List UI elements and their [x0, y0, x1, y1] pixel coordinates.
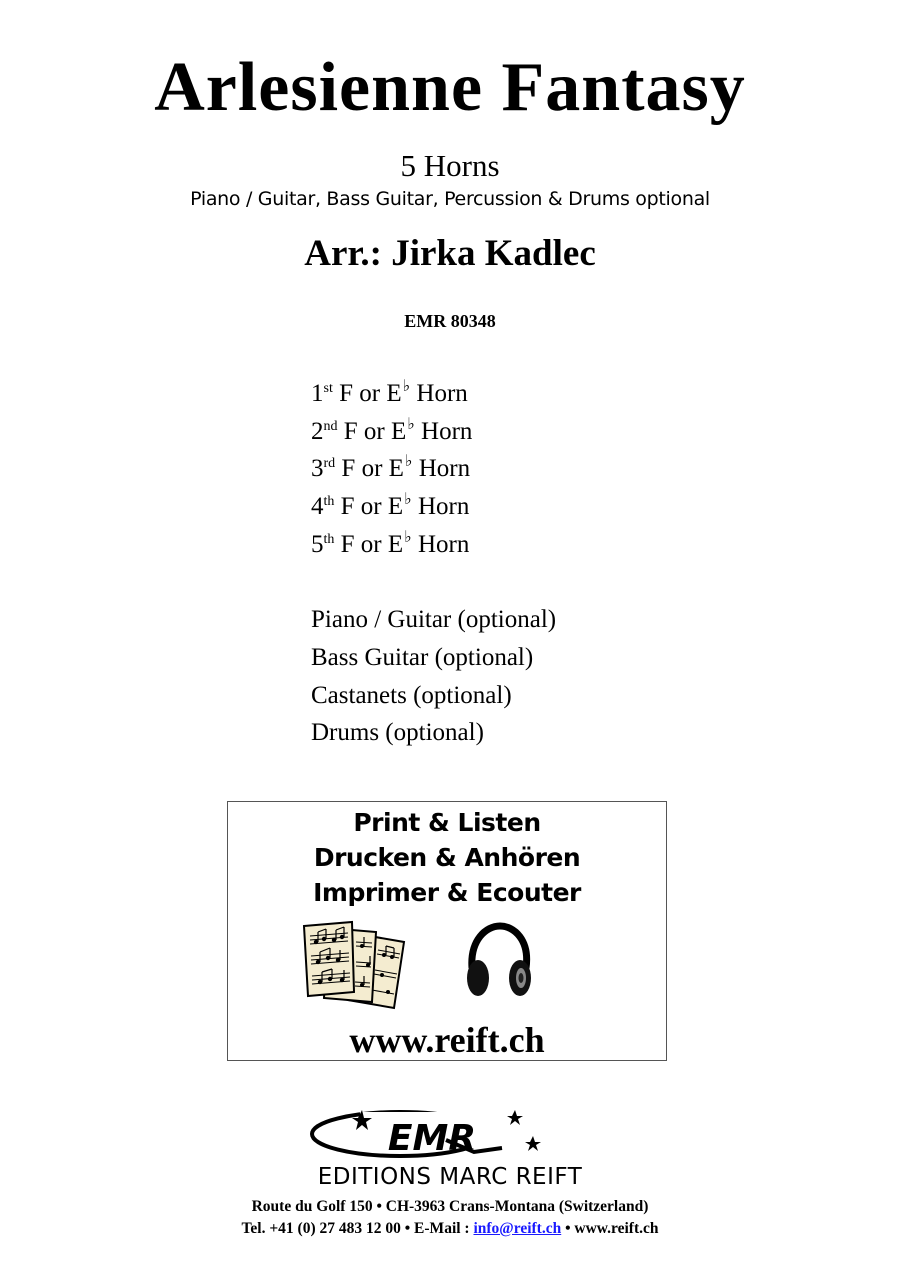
part-item: 4th F or E♭ Horn [311, 491, 470, 521]
promo-line-french: Imprimer & Ecouter [313, 878, 581, 907]
part-item: 3rd F or E♭ Horn [311, 453, 471, 483]
arranger: Arr.: Jirka Kadlec [304, 233, 596, 274]
publisher-name: EDITIONS MARC REIFT [317, 1164, 583, 1188]
print-listen-box [227, 801, 667, 1061]
optional-part-item: Castanets (optional) [311, 681, 512, 709]
catalog-number: EMR 80348 [404, 311, 496, 331]
email-link[interactable]: info@reift.ch [473, 1220, 562, 1237]
promo-line-german: Drucken & Anhören [313, 843, 581, 872]
optional-part-item: Drums (optional) [311, 719, 484, 747]
sheet-music-icon [300, 920, 412, 1012]
optional-part-item: Bass Guitar (optional) [311, 643, 534, 671]
instrumentation: Piano / Guitar, Bass Guitar, Percussion & Drums optional [190, 188, 710, 210]
optional-parts-list [311, 601, 556, 752]
publisher-address: Route du Golf 150 • CH-3963 Crans-Montana (Switzerland) [251, 1198, 649, 1215]
part-item: 2nd F or E♭ Horn [311, 415, 473, 445]
optional-part-item: Piano / Guitar (optional) [311, 606, 557, 633]
part-item: 5th F or E♭ Horn [311, 528, 470, 558]
parts-list [311, 375, 472, 563]
title: Arlesienne Fantasy [154, 49, 746, 126]
publisher-contact: Tel. +41 (0) 27 483 12 00 • E-Mail : info@reift.ch • www.reift.ch [241, 1220, 659, 1237]
headphones-icon [464, 922, 534, 1002]
promo-url: www.reift.ch [349, 1020, 545, 1060]
emr-logo [250, 1108, 650, 1188]
subtitle: 5 Horns [400, 148, 500, 183]
promo-line-english: Print & Listen [353, 808, 541, 837]
logo-emr-text: EMR [387, 1118, 477, 1159]
part-item: 1st F or E♭ Horn [311, 378, 468, 407]
